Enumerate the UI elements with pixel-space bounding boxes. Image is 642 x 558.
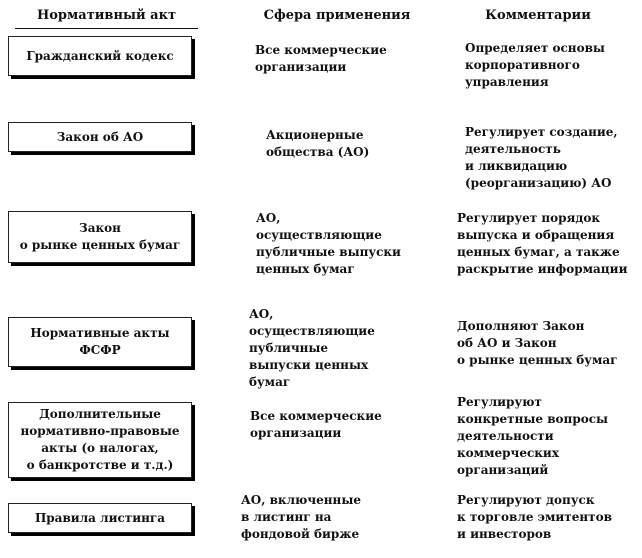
act-line: нормативно-правовые [20,424,180,438]
comment-line: Определяет основы [465,41,605,55]
comment-cell-civil-code [465,40,605,91]
act-line: о рынке ценных бумаг [19,238,181,252]
comment-line: деятельности [457,429,554,443]
scope-line: фондовой бирже [241,527,360,541]
comment-line: организаций [457,463,549,477]
comment-cell-additional-acts [457,394,608,479]
scope-line: бумаг [249,375,291,389]
scope-line: Все коммерческие [255,43,387,57]
scope-line: АО, [256,211,281,225]
scope-cell-fsfr-acts [249,306,375,391]
scope-line: Акционерные [266,128,364,142]
comment-line: Регулируют [457,395,542,409]
scope-line: публичные [249,341,329,355]
scope-line: публичные выпуски [256,245,401,259]
comment-line: ценных бумаг, а также [457,245,620,259]
scope-cell-additional-acts [250,408,382,442]
scope-line: ценных бумаг [256,262,355,276]
act-line: Гражданский кодекс [26,48,174,63]
comment-line: Регулирует создание, [465,125,618,139]
header-scope: Сфера применения [263,8,411,23]
scope-line: АО, включенные [241,493,361,507]
comment-line: корпоративного [465,58,580,72]
scope-line: организации [250,426,342,440]
scope-line: общества (АО) [266,145,370,159]
comment-line: коммерческих [457,446,559,460]
act-line: ФСФР [79,343,121,357]
header-comments: Комментарии [485,8,591,23]
comment-line: Дополняют Закон [457,319,585,333]
comment-line: об АО и Закон [457,336,557,350]
scope-line: осуществляющие [249,324,375,338]
comment-line: конкретные вопросы [457,412,609,426]
comment-line: о рынке ценных бумаг [457,353,618,367]
act-box-additional-acts [8,402,192,478]
scope-cell-civil-code [255,42,387,76]
comment-line: к торговле эмитентов [457,510,612,524]
comment-line: раскрытие информации [457,262,628,276]
scope-line: АО, [249,307,274,321]
comment-line: управления [465,75,549,89]
act-line: Нормативные акты [30,326,170,340]
comment-line: Регулирует порядок [457,211,601,225]
act-line: Дополнительные [39,407,161,421]
act-box-fsfr-acts [8,317,192,367]
act-line: Закон об АО [56,129,144,144]
scope-line: выпуски ценных [249,358,369,372]
act-box-securities-law [8,211,192,263]
act-line: акты (о налогах, [41,441,159,455]
comment-cell-listing-rules [457,492,612,543]
act-line: Правила листинга [34,510,166,525]
comment-line: и инвесторов [457,527,552,541]
scope-cell-jsc-law [266,127,369,161]
comment-cell-securities-law [457,210,627,278]
header-normative-act: Нормативный акт [36,8,177,23]
act-box-listing-rules [8,503,192,533]
act-box-jsc-law [8,122,192,152]
scope-cell-securities-law [256,210,401,278]
comment-line: (реорганизацию) АО [465,176,612,190]
comment-line: выпуска и обращения [457,228,615,242]
comment-cell-fsfr-acts [457,318,618,369]
act-line: Закон [79,221,121,235]
comment-cell-jsc-law [465,124,618,192]
scope-cell-listing-rules [241,492,361,543]
scope-line: организации [255,60,347,74]
act-box-civil-code [8,36,192,76]
comment-line: деятельность [465,142,561,156]
header-underline [15,28,198,29]
comment-line: Регулируют допуск [457,493,595,507]
scope-line: осуществляющие [256,228,382,242]
comment-line: и ликвидацию [465,159,568,173]
scope-line: в листинг на [241,510,332,524]
act-line: о банкротстве и т.д.) [26,458,174,472]
scope-line: Все коммерческие [250,409,382,423]
